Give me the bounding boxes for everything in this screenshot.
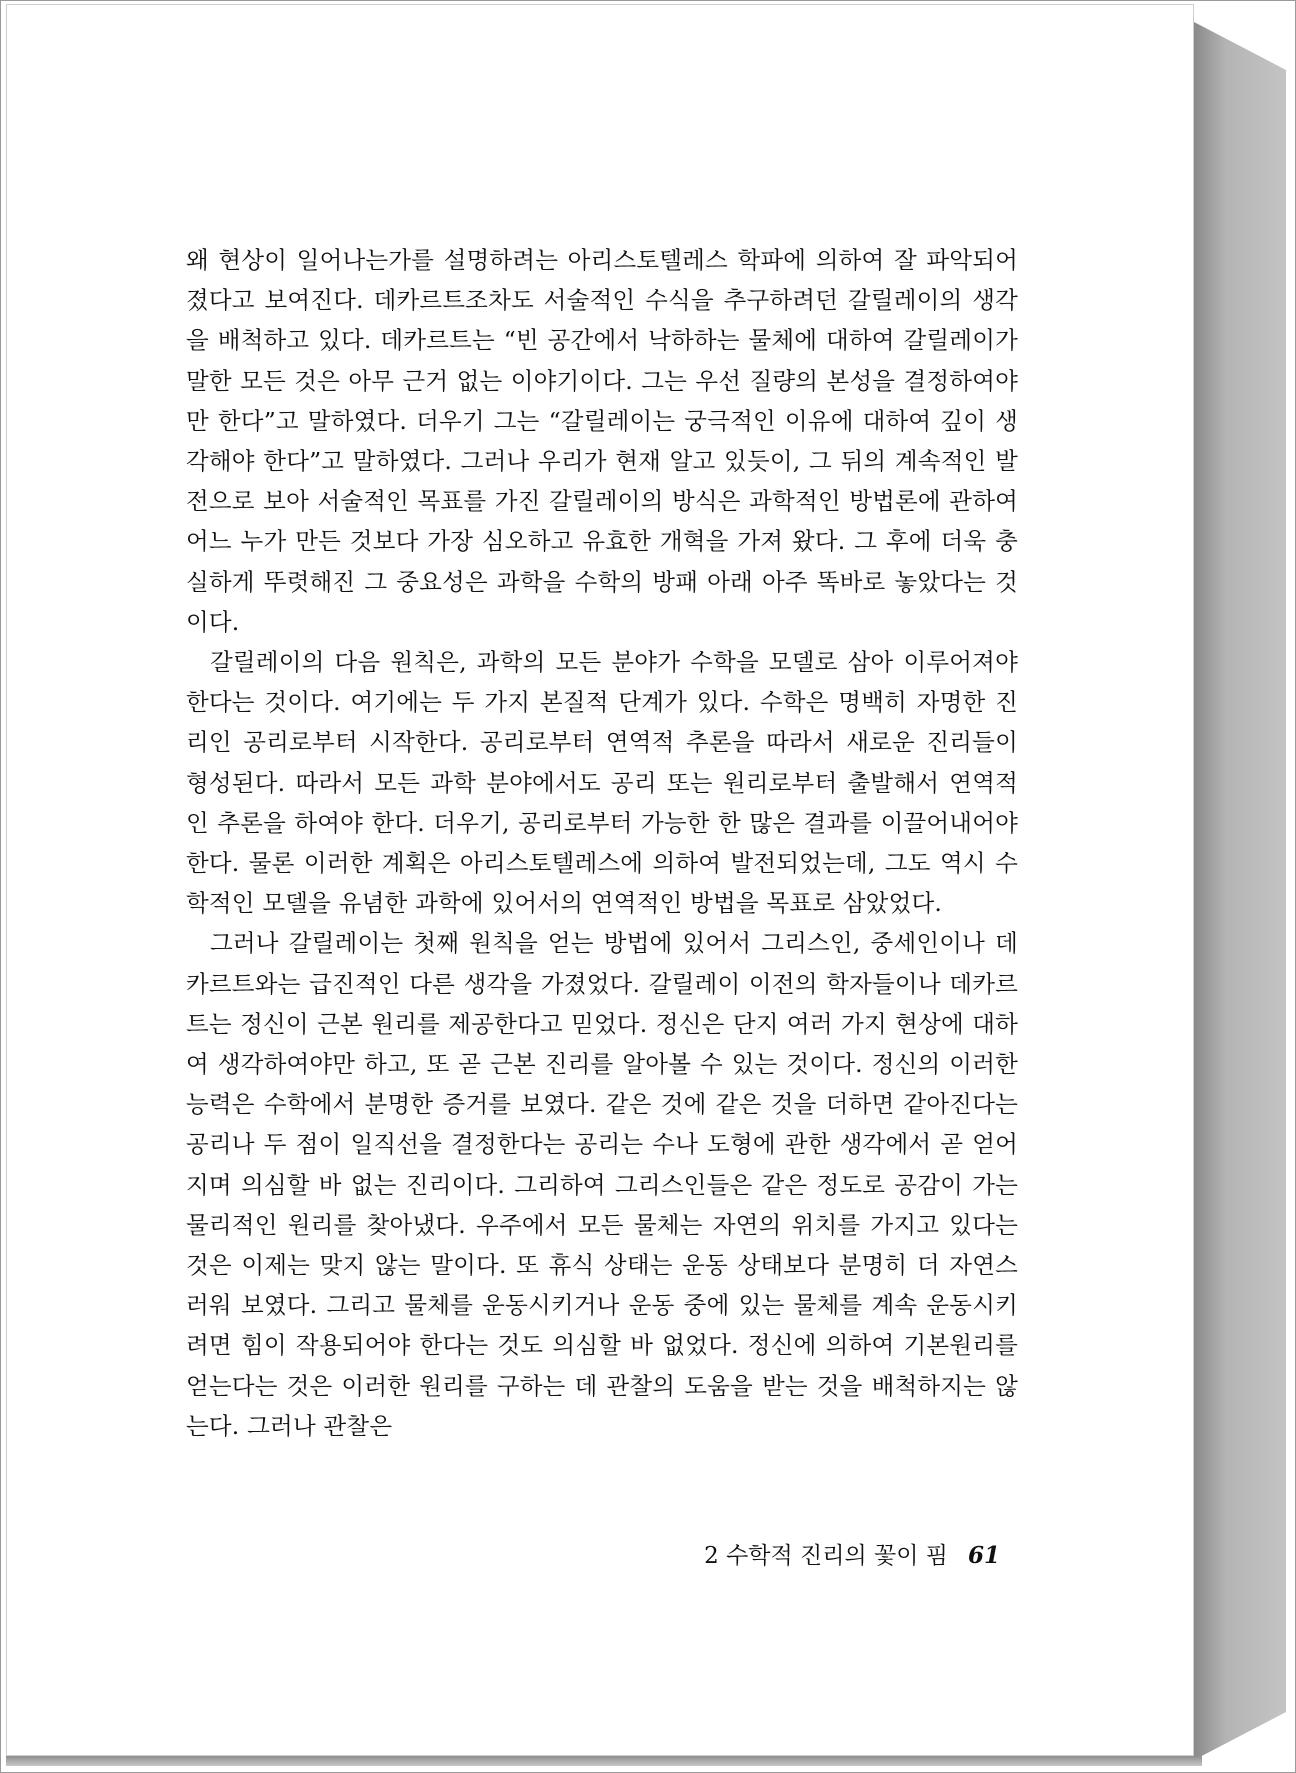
- page-footer: [680, 1537, 1000, 1570]
- running-chapter-title: 2 수학적 진리의 꽃이 핌: [704, 1543, 948, 1569]
- page-stack-shadow: [1194, 22, 1290, 1760]
- paragraph-3: 그러나 갈릴레이는 첫째 원칙을 얻는 방법에 있어서 그리스인, 중세인이나 데카르트와는 급진적인 다른 생각을 가졌었다. 갈릴레이 이전의 학자들이나 데카르트는 정신이 근본 원리를 제공한다고 믿었다. 정신은 단지 여러 가지 현상에 대하여 생각하여야만 하고, 또 곧 근본 진리를 알아볼 수 있는 것이다. 정신의 이러한 능력은 수학에서 분명한 증거를 보였다. 같은 것에 같은 것을 더하면 같아진다는 공리나 두 점이 일직선을 결정한다는 공리는 수나 도형에 관한 생각에서 곧 얻어지며 의심할 바 없는 진리이다. 그리하여 그리스인들은 같은 정도로 공감이 가는 물리적인 원리를 찾아냈다. 우주에서 모든 물체는 자연의 위치를 가지고 있다는 것은 이제는 맞지 않는 말이다. 또 휴식 상태는 운동 상태보다 분명히 더 자연스러워 보였다. 그리고 물체를 운동시키거나 운동 중에 있는 물체를 계속 운동시키려면 힘이 작용되어야 한다는 것도 의심할 바 없었다. 정신에 의하여 기본원리를 얻는다는 것은 이러한 원리를 구하는 데 관찰의 도움을 받는 것을 배척하지는 않는다. 그러나 관찰은: [186, 929, 1018, 1440]
- paragraph-1: 왜 현상이 일어나는가를 설명하려는 아리스토텔레스 학파에 의하여 잘 파악되어졌다고 보여진다. 데카르트조차도 서술적인 수식을 추구하려던 갈릴레이의 생각을 배척하고 있다. 데카르트는 “빈 공간에서 낙하하는 물체에 대하여 갈릴레이가 말한 모든 것은 아무 근거 없는 이야기이다. 그는 우선 질량의 본성을 결정하여야만 한다”고 말하였다. 더우기 그는 “갈릴레이는 궁극적인 이유에 대하여 깊이 생각해야 한다”고 말하였다. 그러나 우리가 현재 알고 있듯이, 그 뒤의 계속적인 발전으로 보아 서술적인 목표를 가진 갈릴레이의 방식은 과학적인 방법론에 관하여 어느 누가 만든 것보다 가장 심오하고 유효한 개혁을 가져 왔다. 그 후에 더욱 충실하게 뚜렷해진 그 중요성은 과학을 수학의 방패 아래 아주 똑바로 놓았다는 것이다.: [186, 246, 1018, 636]
- body-text: [186, 240, 1018, 1446]
- page-number: 61: [967, 1542, 1000, 1569]
- paragraph-2: 갈릴레이의 다음 원칙은, 과학의 모든 분야가 수학을 모델로 삼아 이루어져야 한다는 것이다. 여기에는 두 가지 본질적 단계가 있다. 수학은 명백히 자명한 진리인 공리로부터 시작한다. 공리로부터 연역적 추론을 따라서 새로운 진리들이 형성된다. 따라서 모든 과학 분야에서도 공리 또는 원리로부터 출발해서 연역적인 추론을 하여야 한다. 더우기, 공리로부터 가능한 한 많은 결과를 이끌어내어야 한다. 물론 이러한 계획은 아리스토텔레스에 의하여 발전되었는데, 그도 역시 수학적인 모델을 유념한 과학에 있어서의 연역적인 방법을 목표로 삼았었다.: [186, 648, 1018, 918]
- page-bottom-edge: [6, 1756, 1202, 1766]
